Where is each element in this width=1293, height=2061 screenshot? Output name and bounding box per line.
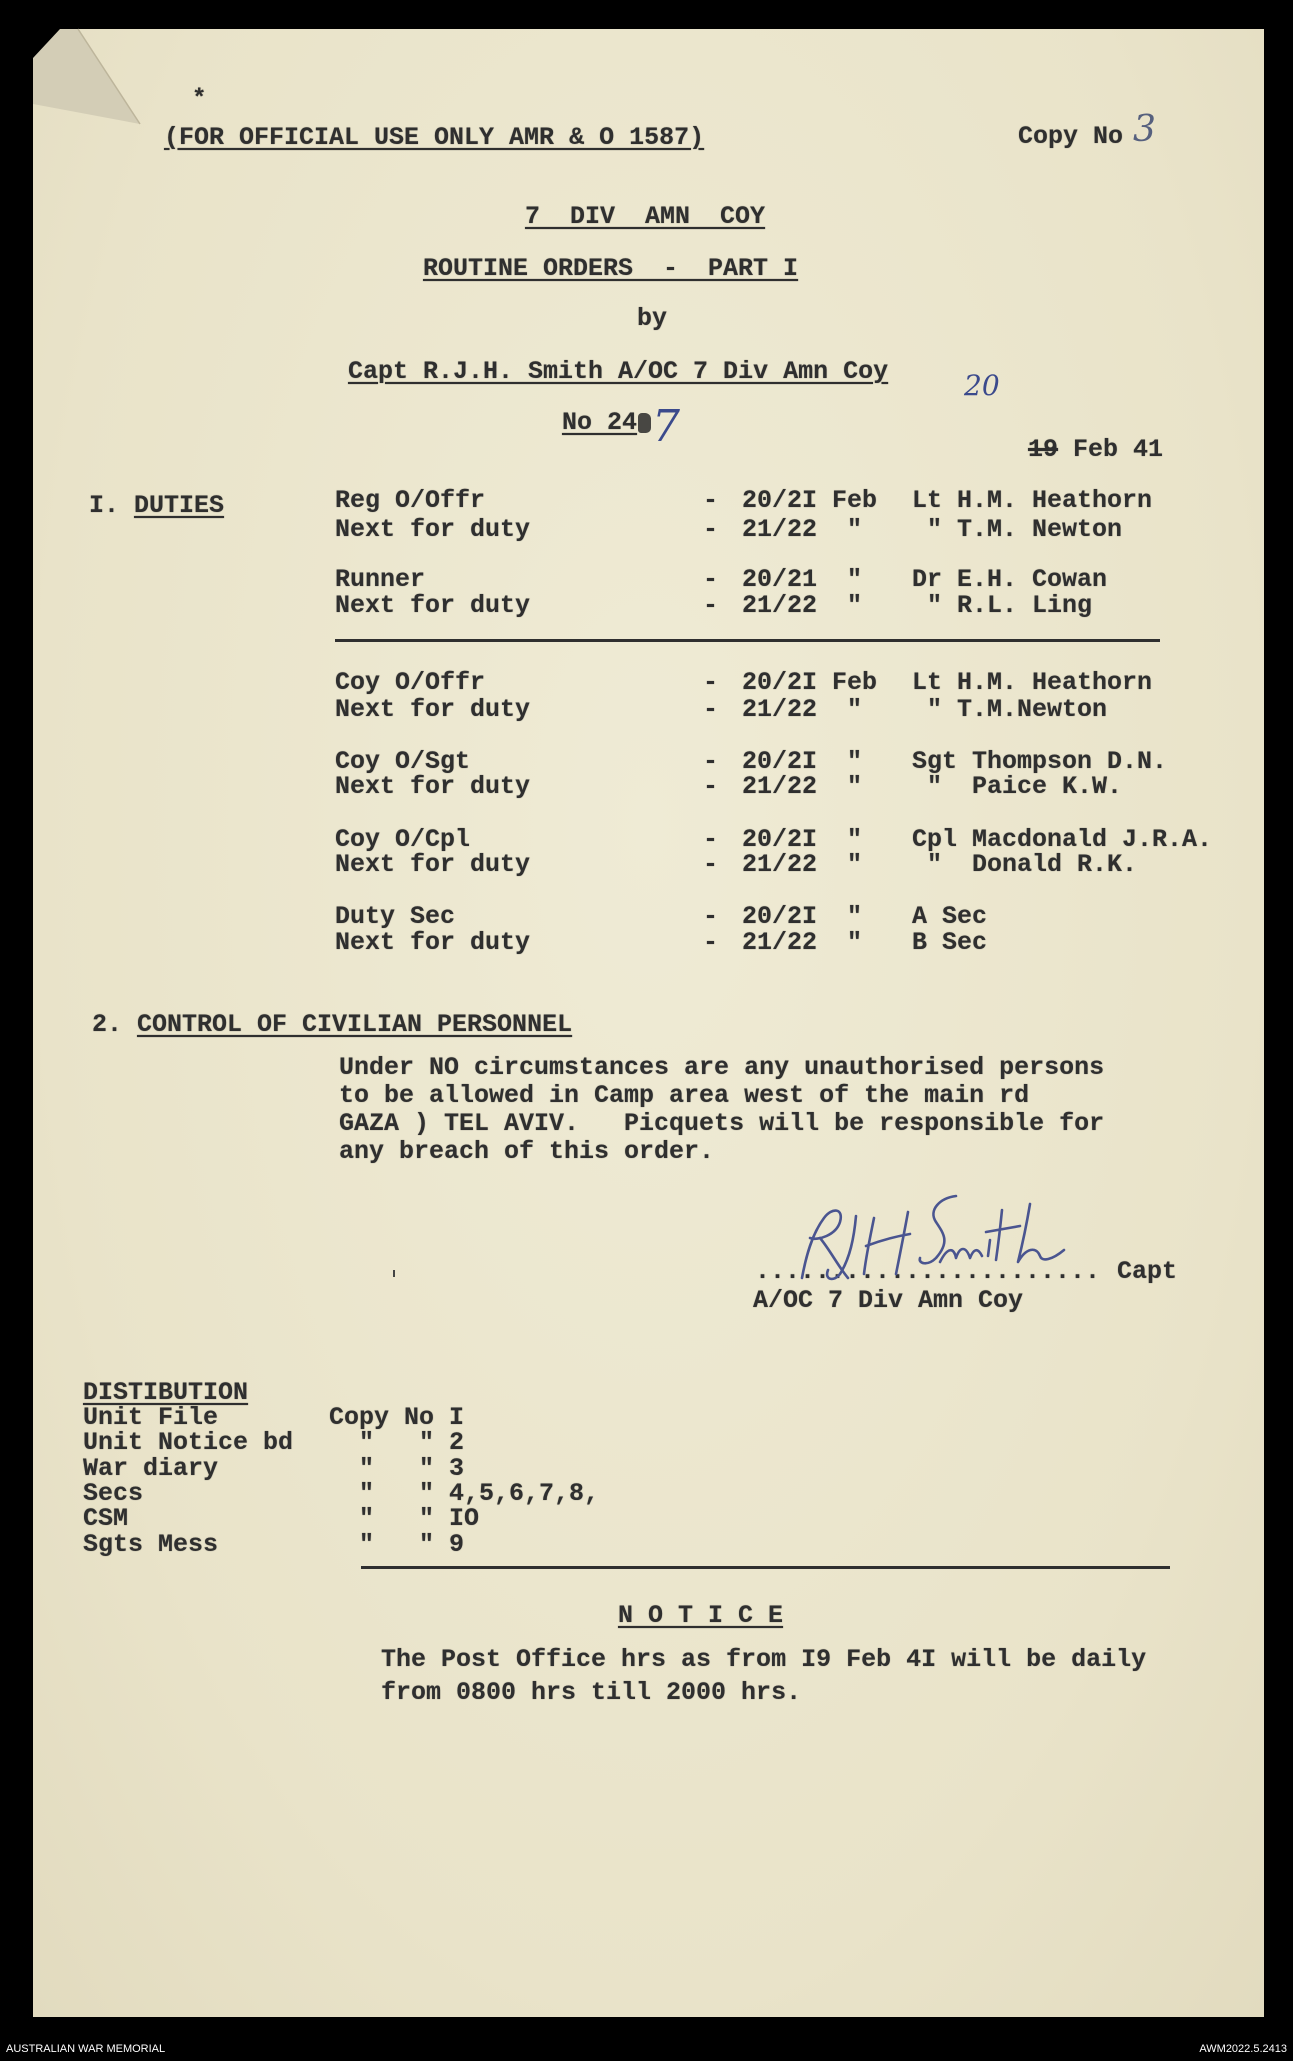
signature-dotted-line: ....................... — [755, 1257, 1101, 1286]
signature-stroke — [864, 1212, 910, 1274]
duty-role: Reg O/Offr — [335, 486, 486, 515]
duty-separator: - — [703, 747, 719, 776]
signature — [780, 1188, 1080, 1288]
distribution-recipient: Unit File — [83, 1403, 219, 1432]
distribution-recipient: Unit Notice bd — [83, 1428, 294, 1457]
duty-date: 20/2I " — [742, 825, 863, 854]
orders-title: ROUTINE ORDERS - PART I — [423, 254, 799, 283]
notice-heading: N O T I C E — [618, 1601, 784, 1630]
duty-separator: - — [703, 928, 719, 957]
duty-person: B Sec — [912, 928, 988, 957]
distribution-recipient: CSM — [83, 1504, 129, 1533]
signature-stroke — [920, 1196, 956, 1263]
distribution-copy: " " 3 — [329, 1454, 465, 1483]
duty-person: " R.L. Ling — [912, 591, 1093, 620]
duty-person: " T.M. Newton — [912, 515, 1123, 544]
distribution-row — [0, 1480, 1293, 1508]
duty-person: " Paice K.W. — [912, 772, 1123, 801]
duty-separator: - — [703, 591, 719, 620]
duty-person: Lt H.M. Heathorn — [912, 668, 1153, 697]
notice-divider — [361, 1566, 1170, 1569]
overtyped-digit — [638, 413, 651, 433]
signature-stroke — [1018, 1204, 1064, 1262]
notice-line: The Post Office hrs as from I9 Feb 4I will be daily — [381, 1645, 1147, 1674]
duty-separator: - — [703, 668, 719, 697]
duty-separator: - — [703, 825, 719, 854]
duty-date: 21/22 " — [742, 591, 863, 620]
folded-corner — [0, 0, 160, 140]
duty-separator: - — [703, 515, 719, 544]
duty-date: 20/2I " — [742, 747, 863, 776]
duty-role: Duty Sec — [335, 902, 456, 931]
date-handwritten: 20 — [964, 369, 1000, 402]
control-heading: CONTROL OF CIVILIAN PERSONNEL — [137, 1010, 573, 1039]
duty-date: 21/22 " — [742, 772, 863, 801]
distribution-copy: " " 2 — [329, 1428, 465, 1457]
duty-separator: - — [703, 565, 719, 594]
duty-date: 20/2I Feb — [742, 668, 878, 697]
duty-row — [0, 592, 1293, 620]
duty-row — [0, 669, 1293, 697]
duties-number: I. — [89, 491, 120, 520]
duty-person: Cpl Macdonald J.R.A. — [912, 825, 1213, 854]
duty-row — [0, 903, 1293, 931]
duty-row — [0, 929, 1293, 957]
signature-stroke — [827, 1216, 856, 1279]
control-line: to be allowed in Camp area west of the main rd — [339, 1081, 1030, 1110]
control-line: Under NO circumstances are any unauthorised persons — [339, 1053, 1105, 1082]
duty-date: 21/22 " — [742, 515, 863, 544]
stray-ink-mark — [393, 1270, 395, 1277]
signature-stroke — [802, 1211, 841, 1278]
distribution-row — [0, 1455, 1293, 1483]
control-number: 2. — [92, 1010, 123, 1039]
duties-heading: DUTIES — [134, 491, 225, 520]
order-number-handwritten: 7 — [652, 401, 680, 452]
distribution-heading: DISTIBUTION — [83, 1378, 249, 1407]
duty-date: 21/22 " — [742, 695, 863, 724]
duty-date: 21/22 " — [742, 928, 863, 957]
typed-mark: * — [192, 86, 207, 113]
official-use-caption: (FOR OFFICIAL USE ONLY AMR & O 1587) — [164, 123, 705, 152]
duty-role: Next for duty — [335, 772, 531, 801]
distribution-row — [0, 1505, 1293, 1533]
copy-number-handwritten: 3 — [1133, 109, 1156, 150]
duty-row — [0, 516, 1293, 544]
distribution-row — [0, 1531, 1293, 1559]
distribution-recipient: War diary — [83, 1454, 219, 1483]
duty-role: Next for duty — [335, 850, 531, 879]
duty-role: Coy O/Sgt — [335, 747, 471, 776]
duty-person: Lt H.M. Heathorn — [912, 486, 1153, 515]
duty-date: 21/22 " — [742, 850, 863, 879]
duty-row — [0, 773, 1293, 801]
duty-person: " T.M.Newton — [912, 695, 1108, 724]
distribution-recipient: Secs — [83, 1479, 144, 1508]
duty-role: Coy O/Offr — [335, 668, 486, 697]
distribution-copy: Copy No I — [329, 1403, 465, 1432]
duty-date: 20/21 " — [742, 565, 863, 594]
date-month-year: Feb 41 — [1058, 435, 1164, 464]
duty-row — [0, 851, 1293, 879]
duty-role: Next for duty — [335, 591, 531, 620]
duty-row — [0, 696, 1293, 724]
duty-role: Coy O/Cpl — [335, 825, 471, 854]
duty-person: Sgt Thompson D.N. — [912, 747, 1168, 776]
signature-stroke — [820, 1238, 848, 1278]
duty-role: Next for duty — [335, 928, 531, 957]
signature-stroke — [986, 1210, 1020, 1260]
duty-person: Dr E.H. Cowan — [912, 565, 1108, 594]
signature-stroke — [940, 1249, 982, 1262]
footer-institution: AUSTRALIAN WAR MEMORIAL — [6, 2043, 166, 2055]
notice-line: from 0800 hrs till 2000 hrs. — [381, 1678, 802, 1707]
control-line: GAZA ) TEL AVIV. Picquets will be responsible for — [339, 1109, 1105, 1138]
duty-row — [0, 487, 1293, 515]
distribution-row — [0, 1429, 1293, 1457]
date-struck: 19 — [1028, 435, 1059, 464]
duty-separator: - — [703, 772, 719, 801]
duty-person: " Donald R.K. — [912, 850, 1138, 879]
duty-date: 20/2I Feb — [742, 486, 878, 515]
duty-date: 20/2I " — [742, 902, 863, 931]
duty-person: A Sec — [912, 902, 988, 931]
duty-separator: - — [703, 486, 719, 515]
distribution-recipient: Sgts Mess — [83, 1530, 219, 1559]
duty-separator: - — [703, 902, 719, 931]
duties-divider — [335, 639, 1160, 642]
copy-label: Copy No — [1018, 122, 1124, 151]
duty-role: Next for duty — [335, 515, 531, 544]
duty-separator: - — [703, 695, 719, 724]
control-line: any breach of this order. — [339, 1137, 715, 1166]
by-line: by — [637, 304, 668, 333]
duty-row — [0, 566, 1293, 594]
signature-appointment: A/OC 7 Div Amn Coy — [753, 1286, 1024, 1315]
duty-separator: - — [703, 850, 719, 879]
signature-rank: Capt — [1117, 1257, 1178, 1286]
officer-line: Capt R.J.H. Smith A/OC 7 Div Amn Coy — [348, 357, 889, 386]
distribution-copy: " " 9 — [329, 1530, 465, 1559]
unit-title: 7 DIV AMN COY — [525, 202, 766, 231]
distribution-copy: " " 4,5,6,7,8, — [329, 1479, 600, 1508]
order-number: No 24 — [562, 408, 638, 437]
footer-reference: AWM2022.5.2413 — [1199, 2043, 1287, 2055]
order-date — [968, 408, 1163, 492]
distribution-copy: " " IO — [329, 1504, 480, 1533]
duty-role: Next for duty — [335, 695, 531, 724]
duty-role: Runner — [335, 565, 426, 594]
